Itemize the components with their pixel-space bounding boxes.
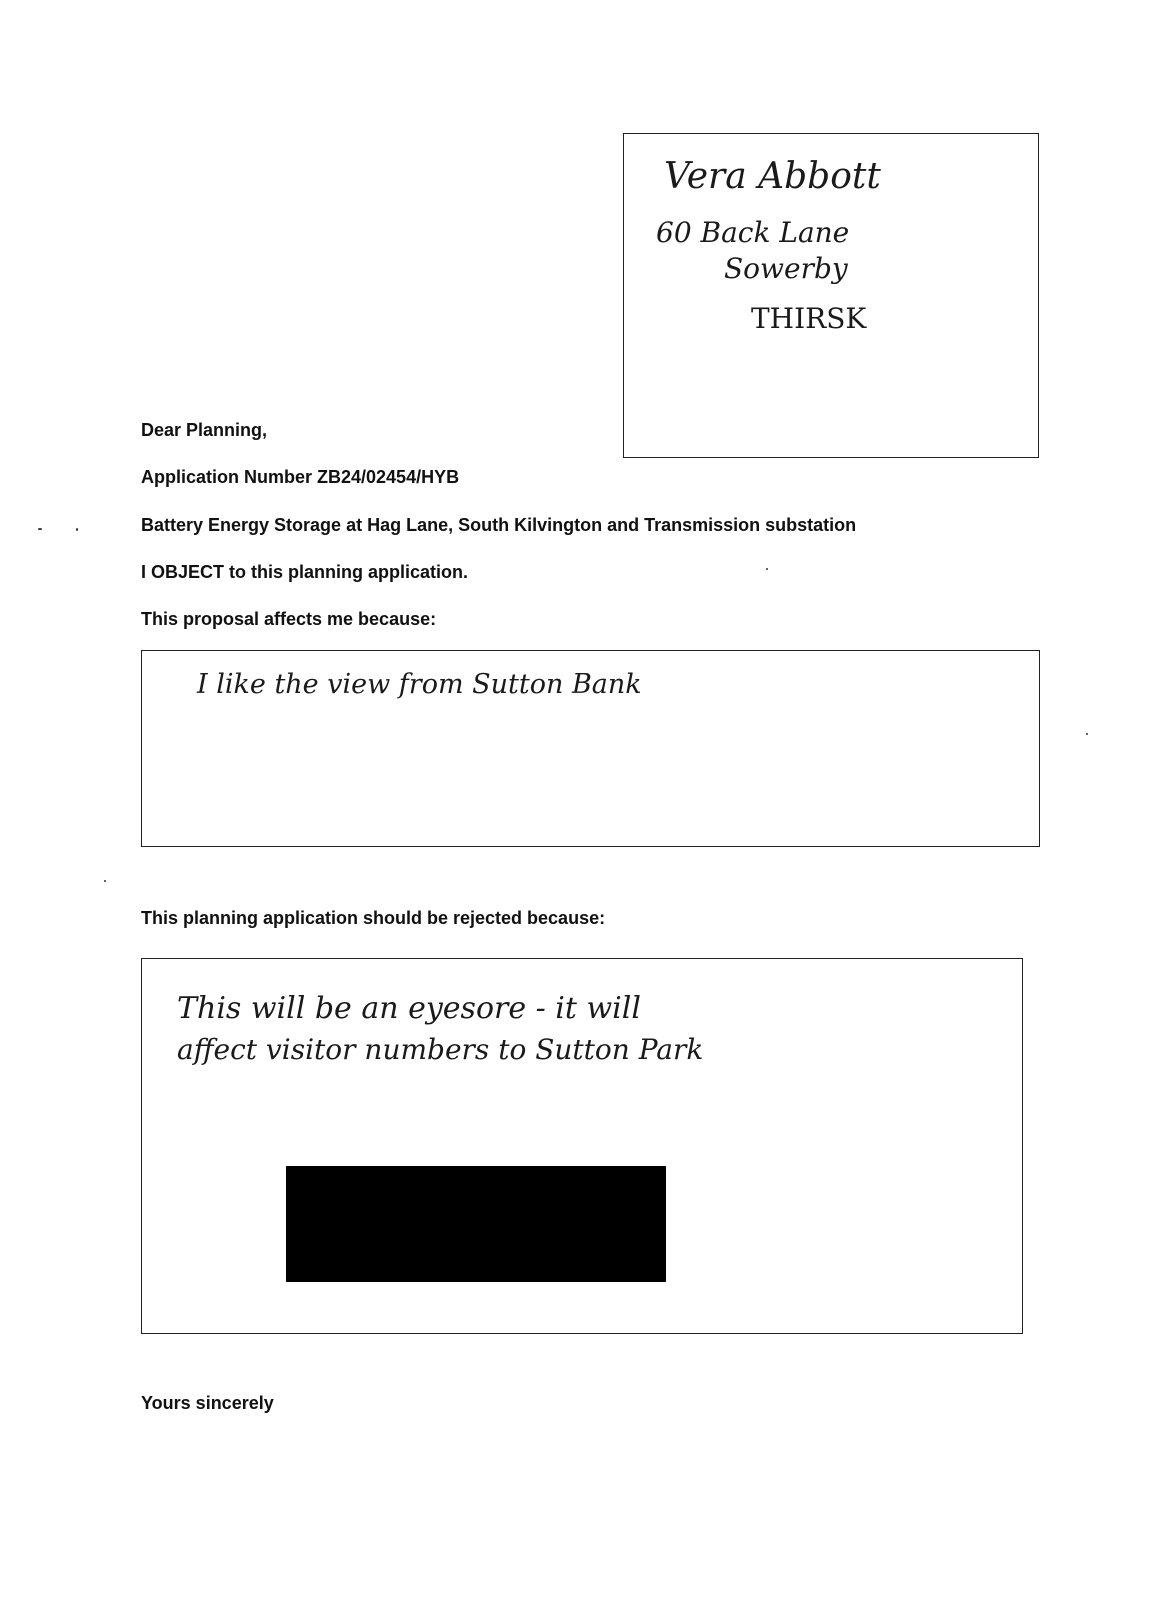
address-name: Vera Abbott: [664, 156, 881, 197]
affects-response: I like the view from Sutton Bank: [197, 669, 642, 700]
address-box: [623, 133, 1039, 458]
scan-speck: [38, 528, 42, 530]
salutation: Dear Planning,: [141, 420, 268, 440]
closing: Yours sincerely: [141, 1393, 274, 1413]
affects-heading: This proposal affects me because:: [141, 609, 437, 629]
application-number: Application Number ZB24/02454/HYB: [141, 467, 460, 487]
address-line1: 60 Back Lane: [656, 216, 850, 249]
scan-speck: [104, 880, 106, 882]
rejected-box: [141, 958, 1023, 1334]
subject-line: Battery Energy Storage at Hag Lane, South Kilvington and Transmission substation: [141, 515, 857, 535]
scan-speck: [766, 568, 768, 570]
objection-statement: I OBJECT to this planning application.: [141, 562, 469, 582]
address-line3: THIRSK: [751, 302, 867, 335]
rejected-response-line2: affect visitor numbers to Sutton Park: [177, 1033, 704, 1066]
scan-speck: [76, 528, 78, 531]
redaction-block: [286, 1166, 666, 1282]
rejected-response-line1: This will be an eyesore - it will: [177, 991, 641, 1026]
scan-speck: [1086, 733, 1088, 735]
affects-box: [141, 650, 1040, 847]
rejected-heading: This planning application should be rejected because:: [141, 908, 606, 928]
address-line2: Sowerby: [724, 252, 848, 285]
